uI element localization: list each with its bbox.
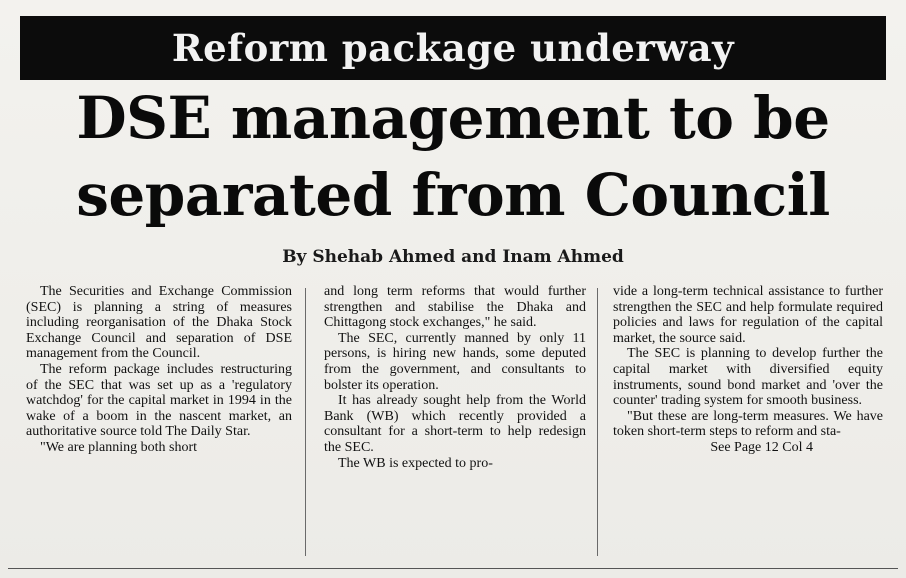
paragraph: The SEC, currently manned by only 11 persons, is hiring new hands, some deputed from the government, and consultants to bolster its operation. (324, 330, 586, 393)
headline-line-1: DSE management to be (76, 84, 830, 152)
paragraph: It has already sought help from the World Bank (WB) which recently provided a consultant for a short-term to help redesign the SEC. (324, 393, 586, 455)
paragraph: The Securities and Exchange Commission (SEC) is planning a string of measures including reorganisation of the Dhaka Stock Exchange Council and separation of DSE management from the Council. (26, 284, 292, 362)
article-column-1 (26, 284, 292, 456)
section-banner (20, 16, 886, 80)
article-column-3 (613, 284, 883, 456)
paragraph: "We are planning both short (40, 439, 197, 455)
paragraph: "But these are long-term measures. We have token short-term steps to reform and sta- (613, 408, 883, 440)
paragraph: The WB is expected to pro- (338, 455, 493, 471)
article-body (0, 284, 906, 564)
paragraph: and long term reforms that would further strengthen and stabilise the Dhaka and Chittagong stock exchanges," he said. (324, 284, 586, 331)
headline-line-2: separated from Council (76, 161, 830, 229)
headline (10, 80, 896, 234)
bottom-divider (8, 568, 898, 569)
byline: By Shehab Ahmed and Inam Ahmed (282, 247, 624, 267)
paragraph: vide a long-term technical assistance to further strengthen the SEC and help formulate required policies and laws for regulation of the capital market, the source said. (613, 284, 883, 346)
paragraph: The SEC is planning to develop further the capital market with diversified equity instruments, sound bond market and 'over the counter' trading system for smooth business. (613, 346, 883, 409)
banner-title: Reform package underway (171, 26, 735, 70)
paragraph: The reform package includes restructuring of the SEC that was set up as a 'regulatory watchdog' for the capital market in 1994 in the wake of a boom in the nascent market, an authoritative source told The Daily Star. (26, 361, 292, 440)
continuation-reference: See Page 12 Col 4 (710, 439, 813, 455)
article-column-2 (324, 284, 586, 471)
